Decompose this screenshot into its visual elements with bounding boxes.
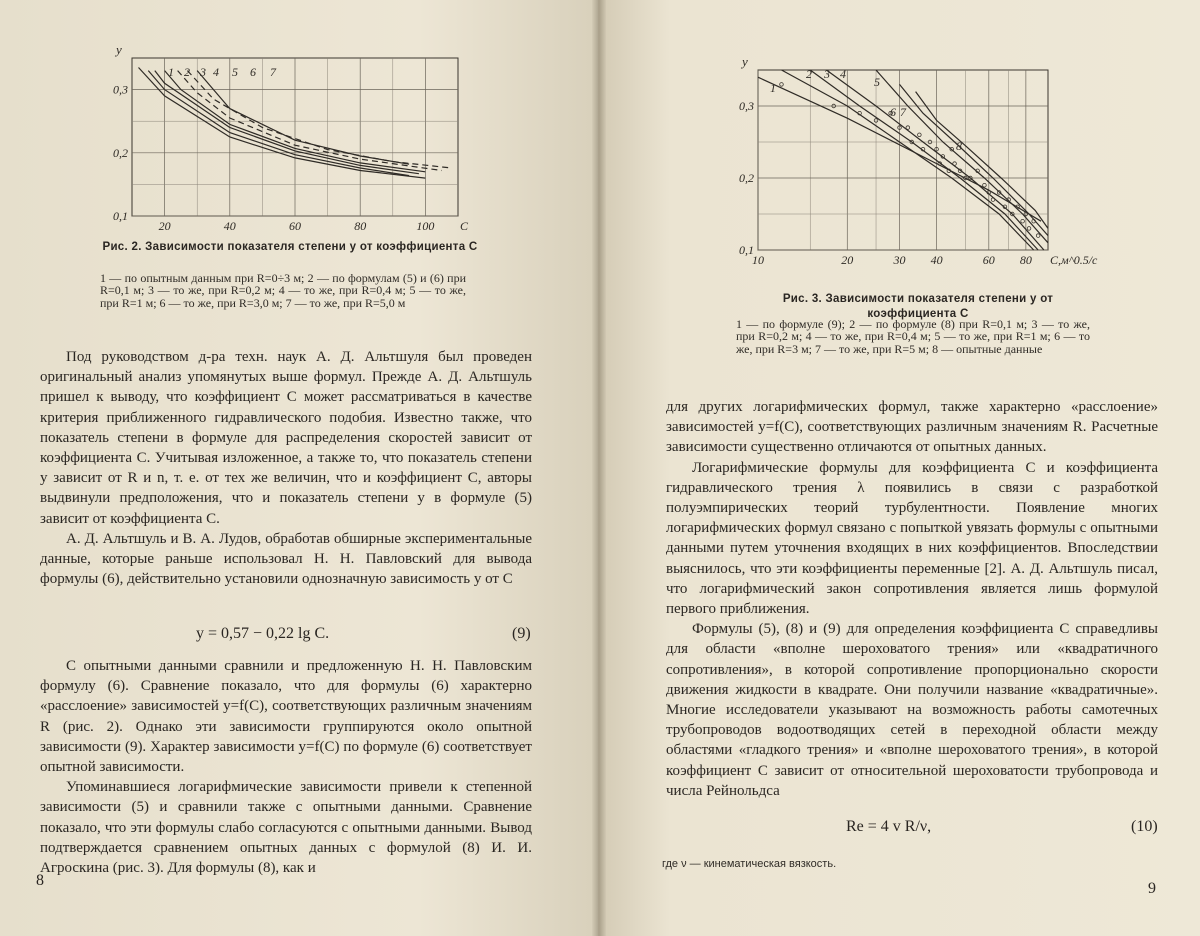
formula-10-equation: Re = 4 v R/ν, xyxy=(846,818,932,835)
curve-label: 4 xyxy=(213,65,219,79)
x-tick-label: 20 xyxy=(841,253,854,267)
right-paragraph-1: для других логарифмических формул, также характерно «расслоение» зависимостей y=f(C), соответствующих различным значениям R. Расчетные зависимости существенно отличаются от опытных данных. xyxy=(666,399,1158,456)
footnote: где ν — кинематическая вязкость. xyxy=(662,858,837,870)
x-tick-label: 60 xyxy=(982,253,995,267)
curve-label: 4 xyxy=(840,67,846,81)
x-tick-label: 40 xyxy=(930,253,943,267)
formula-9 xyxy=(196,625,532,647)
figure-3-legend: 1 — по формуле (9); 2 — по формуле (8) при R=0,1 м; 3 — то же, при R=0,2 м; 4 — то же, при R=0,4 м; 5 — то же, при R=1 м; 6 — то же, при R=3 м; 7 — то же, при R=5 м; 8 — опытные данные xyxy=(736,317,1090,356)
formula-9-equation: y = 0,57 − 0,22 lg C. xyxy=(196,625,330,642)
data-point xyxy=(906,126,910,130)
curve-label: 3 xyxy=(200,65,206,79)
series-line-5 xyxy=(178,71,442,171)
x-tick-label: 30 xyxy=(893,253,906,267)
curve-label: 5 xyxy=(874,75,880,89)
y-tick-label: 0,3 xyxy=(739,99,754,113)
series-line-3 xyxy=(155,71,419,174)
data-point xyxy=(1021,219,1025,223)
data-point xyxy=(1036,234,1040,238)
series-line-2 xyxy=(782,70,1034,250)
x-tick-label: 40 xyxy=(223,219,236,233)
y-tick-label: 0,3 xyxy=(113,82,128,97)
left-paragraph-1: Под руководством д-ра техн. наук А. Д. Альтшуля был проведен оригинальный анализ упомянутых выше формул. Прежде А. Д. Альтшуль пришел к выводу, что коэффициент C может рассматриваться в качестве критерия приближенного гидравлического подобия. Известно также, что показатель степени в формуле для распределения скоростей зависит от коэффициента C. Учитывая изложенное, а также то, что показатель степени y зависит от R и n, т. е. от тех же величин, что и коэффициент C, авторы выдвинули предположения, что и показатель степени y в формуле (5) зависит от коэффициента C. xyxy=(40,349,532,527)
data-point xyxy=(918,133,922,137)
right-paragraph-2: Логарифмические формулы для коэффициента C и коэффициента гидравлического трения λ появились в связи с разработкой полуэмпирических теорий турбулентности. Появление многих логарифмических формул связано с попыткой увязать формулы с опытными данными путем уточнения входящих в них коэффициентов. Впоследствии выяснилось, что эти коэффициенты переменные [2]. А. Д. Альтшуль писал, что логарифмический закон сопротивления является лишь формулой первого приближения. xyxy=(666,459,1158,618)
series-line-3 xyxy=(810,70,1038,250)
figure-2 xyxy=(108,42,469,238)
data-point xyxy=(780,83,784,87)
x-tick-label: 80 xyxy=(354,219,367,233)
series-line-1 xyxy=(139,68,426,179)
curve-label: 1 xyxy=(770,81,776,95)
series-line-5 xyxy=(876,70,1048,243)
left-paragraph-2: А. Д. Альтшуль и В. А. Лудов, обработав обширные экспериментальные данные, которые раньше использовал Н. Н. Павловский для вывода формулы (6), действительно установили однозначную зависимость y от C xyxy=(40,530,532,588)
figure-3 xyxy=(739,54,1098,276)
y-tick-label: 0,1 xyxy=(113,209,128,223)
left-paragraph-3: С опытными данными сравнили и предложенную Н. Н. Павловским формулу (6). Сравнение показало, что для формулы (6) характерно «расслоение» зависимостей y=f(C), соответствующих различным значениям R (рис. 2). Однако эти зависимости группируются около опытной зависимости (9). Характер зависимости y=f(C) по формуле (6) соответствует опытной зависимости. xyxy=(40,658,532,776)
formula-10-number: (10) xyxy=(1131,818,1158,835)
data-point xyxy=(953,162,957,166)
curve-label: 7 xyxy=(900,105,906,119)
curve-label: 6 xyxy=(890,105,896,119)
curve-label: 1 xyxy=(168,65,174,79)
right-paragraph-3: Формулы (5), (8) и (9) для определения коэффициента C справедливы для области «вполне шероховатого трения» или «квадратичного сопротивления», в которой сопротивление пропорционально скорости движения жидкости в квадрате. Они получили название «квадратичные». Многие исследователи указывают на возможность работы самотечных трубопроводов водоотводящих сетей в переходной области между областями «гладкого трения» и «вполне шероховатого трения», в которой коэффициент C зависит от относительной шероховатости трубопровода и числа Рейнольдса xyxy=(666,621,1158,799)
y-axis-label: y xyxy=(742,54,748,69)
left-text-block-2 xyxy=(40,656,532,878)
series-line-2 xyxy=(148,71,409,176)
formula-9-number: (9) xyxy=(512,625,531,642)
curve-label: 2 xyxy=(184,65,190,79)
curve-label: 5 xyxy=(232,65,238,79)
book-gutter xyxy=(592,0,606,936)
figure-2-title: Рис. 2. Зависимости показателя степени y от коэффициента C xyxy=(102,241,478,253)
data-point xyxy=(1027,227,1031,231)
formula-10 xyxy=(846,818,1158,840)
right-text-block xyxy=(666,397,1158,801)
y-tick-label: 0,2 xyxy=(113,145,128,160)
y-tick-label: 0,1 xyxy=(739,243,754,257)
figure-3-chart xyxy=(739,54,1098,276)
figure-3-title: Рис. 3. Зависимости показателя степени y от коэффициента C xyxy=(782,293,1054,320)
page-number-right: 9 xyxy=(1148,880,1156,897)
curve-label: 2 xyxy=(806,67,812,81)
figure-2-legend: 1 — по опытным данным при R=0÷3 м; 2 — по формулам (5) и (6) при R=0,1 м; 3 — то же, при R=0,2 м; 4 — то же, при R=0,4 м; 5 — то же, при R=1 м; 6 — то же, при R=3,0 м; 7 — то же, при R=5,0 м xyxy=(100,271,466,310)
curve-label: 3 xyxy=(824,67,830,81)
curve-label: 7 xyxy=(270,65,276,79)
x-tick-label: 20 xyxy=(158,219,171,233)
curve-label: 6 xyxy=(250,65,256,79)
y-tick-label: 0,2 xyxy=(739,171,754,185)
x-tick-label: 10 xyxy=(752,253,764,267)
data-point xyxy=(991,198,995,202)
right-page xyxy=(598,0,1200,936)
x-tick-label: 80 xyxy=(1019,253,1032,267)
page-number-left: 8 xyxy=(36,872,44,889)
y-axis-label: y xyxy=(116,42,122,57)
curve-label: 8 xyxy=(956,139,962,153)
x-tick-label: 60 xyxy=(289,219,301,233)
figure-2-chart xyxy=(108,42,469,238)
left-text-block-1 xyxy=(40,347,532,589)
x-axis-label: C,м^0.5/с xyxy=(1050,253,1098,267)
data-point xyxy=(983,183,987,187)
x-tick-label: 100 xyxy=(416,219,435,233)
left-paragraph-4: Упоминавшиеся логарифмические зависимости привели к степенной зависимости (5) и сравнили также с опытными данными. Сравнение показало, что эти формулы слабо согласуются с опытными данными. Вывод подтверждается сравнением опытных данных с формулой (8) И. И. Агроскина (рис. 3). Для формулы (8), как и xyxy=(40,779,532,877)
left-page xyxy=(0,0,598,936)
x-axis-label: C xyxy=(460,219,469,233)
